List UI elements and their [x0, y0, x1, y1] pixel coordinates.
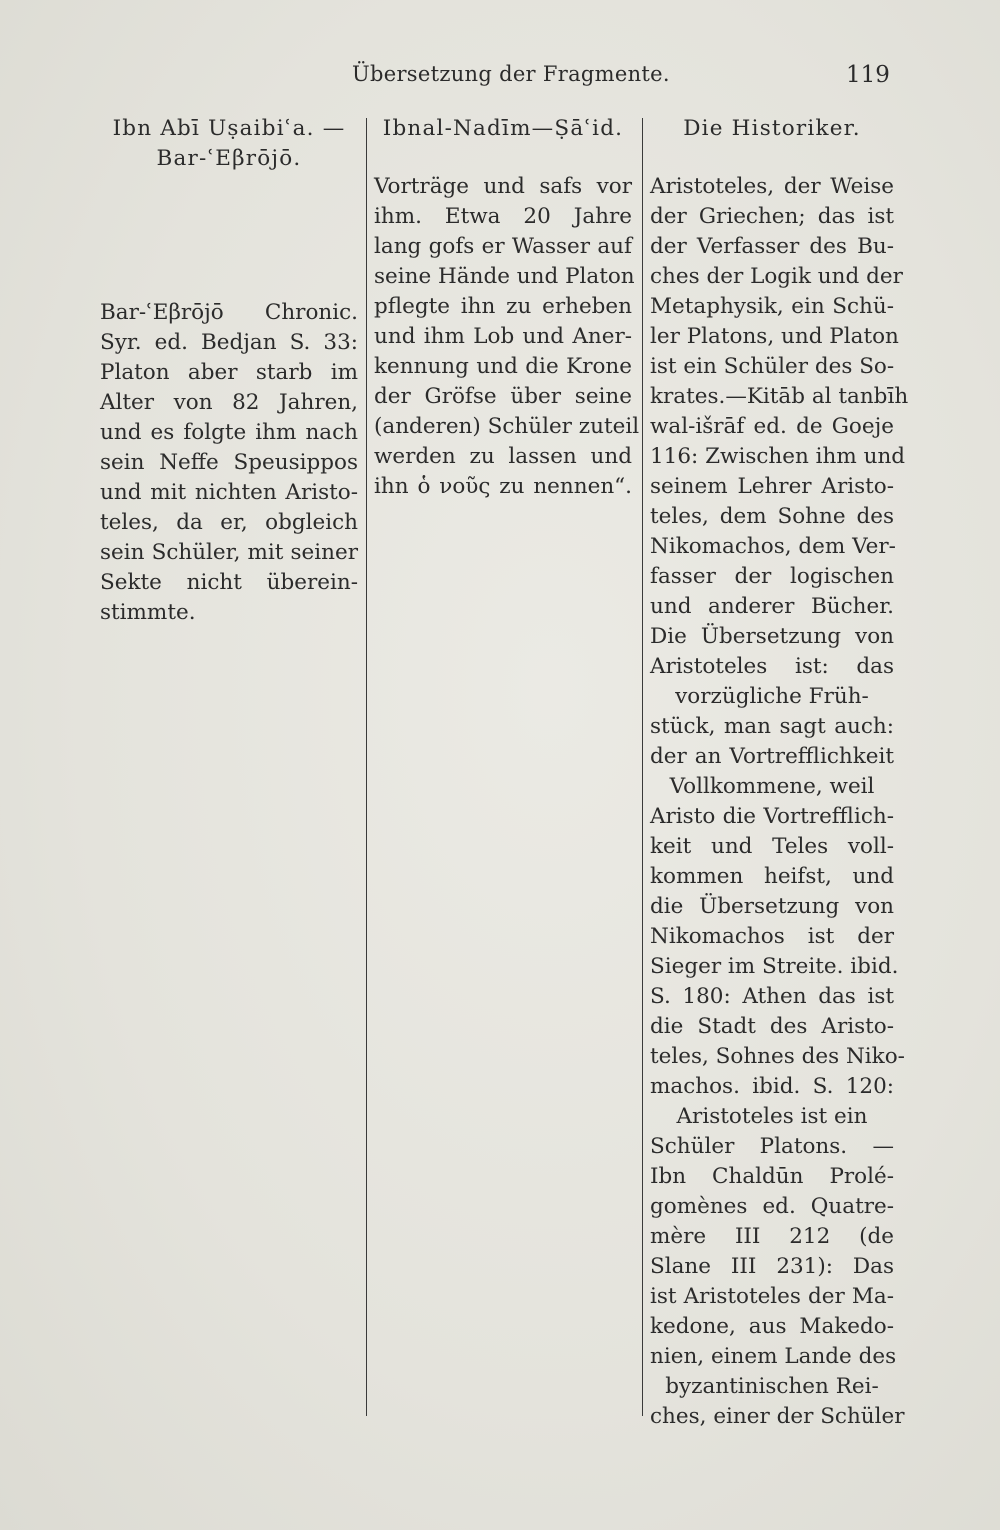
- text-line: stimmte.: [100, 600, 196, 625]
- text-line: machos. ibid. S. 120:: [650, 1074, 894, 1099]
- text-line: (anderen) Schüler zuteil: [374, 414, 640, 439]
- text-line: seine Hände und Platon: [374, 264, 635, 289]
- text-line: 116: Zwischen ihm und: [650, 444, 906, 469]
- text-line: mère III 212 (de: [650, 1224, 894, 1249]
- text-line: Sieger im Streite. ibid.: [650, 954, 899, 979]
- column-heading: [374, 114, 632, 144]
- text-line: die Übersetzung von: [650, 894, 894, 919]
- column-heading: [100, 114, 358, 174]
- text-line: Die Übersetzung von: [650, 624, 894, 649]
- text-line: Slane III 231): Das: [650, 1254, 894, 1279]
- text-line: der Verfasser des Bu-: [650, 234, 894, 259]
- text-line: vorzügliche Früh-: [675, 684, 869, 709]
- text-line: Syr. ed. Bedjan S. 33:: [100, 330, 358, 355]
- text-line: werden zu lassen und: [374, 444, 632, 469]
- text-line: Vollkommene, weil: [669, 774, 875, 799]
- text-line: Bar-ʿEβrōjō Chronic.: [100, 300, 358, 325]
- text-line: lang gofs er Wasser auf: [374, 234, 632, 259]
- text-line: teles, Sohnes des Niko-: [650, 1044, 905, 1069]
- text-line: Aristo die Vortrefflich-: [650, 804, 894, 829]
- column-text: [374, 172, 640, 502]
- text-line: Metaphysik, ein Schü-: [650, 294, 894, 319]
- text-line: ches der Logik und der: [650, 264, 903, 289]
- text-line: teles, da er, obgleich: [100, 510, 358, 535]
- column-heading-line: Bar-ʿEβrōjō.: [156, 146, 302, 171]
- text-line: byzantinischen Rei-: [665, 1374, 879, 1399]
- text-line: teles, dem Sohne des: [650, 504, 894, 529]
- text-line: Aristoteles ist ein: [676, 1104, 868, 1129]
- text-line: der Griechen; das ist: [650, 204, 894, 229]
- text-line: ihm. Etwa 20 Jahre: [374, 204, 632, 229]
- running-title: Übersetzung der Fragmente.: [352, 62, 670, 86]
- text-line: stück, man sagt auch:: [650, 714, 894, 739]
- text-line: und es folgte ihm nach: [100, 420, 358, 445]
- text-line: S. 180: Athen das ist: [650, 984, 894, 1009]
- column-heading-line: Ibnal-Nadīm—Ṣāʿid.: [382, 116, 624, 141]
- column-heading: [650, 114, 894, 144]
- text-line: die Stadt des Aristo-: [650, 1014, 894, 1039]
- text-line: sein Schüler, mit seiner: [100, 540, 358, 565]
- text-line: kedone, aus Makedo-: [650, 1314, 894, 1339]
- column-text: [650, 172, 909, 1432]
- text-line: ist Aristoteles der Ma-: [650, 1284, 894, 1309]
- text-line: nien, einem Lande des: [650, 1344, 897, 1369]
- page-number: 119: [846, 62, 890, 88]
- column-ibn-abi-usaibia: [100, 114, 358, 628]
- text-line: gomènes ed. Quatre-: [650, 1194, 894, 1219]
- text-line: der an Vortrefflichkeit: [650, 744, 894, 769]
- text-line: ches, einer der Schüler: [650, 1404, 905, 1429]
- text-line: und mit nichten Aristo-: [100, 480, 358, 505]
- text-line: wal-išrāf ed. de Goeje: [650, 414, 894, 439]
- text-line: Sekte nicht überein-: [100, 570, 358, 595]
- text-line: Alter von 82 Jahren,: [100, 390, 358, 415]
- running-header: [0, 62, 1000, 92]
- text-line: der Gröfse über seine: [374, 384, 632, 409]
- text-line: sein Neffe Speusippos: [100, 450, 358, 475]
- text-line: krates.—Kitāb al tanbīh: [650, 384, 909, 409]
- text-line: seinem Lehrer Aristo-: [650, 474, 894, 499]
- text-line: Nikomachos, dem Ver-: [650, 534, 896, 559]
- column-heading-line: Ibn Abī Uṣaibiʿa. —: [112, 116, 346, 141]
- text-line: und anderer Bücher.: [650, 594, 894, 619]
- text-line: Ibn Chaldūn Prolé-: [650, 1164, 894, 1189]
- text-line: ist ein Schüler des So-: [650, 354, 895, 379]
- text-line: pflegte ihn zu erheben: [374, 294, 632, 319]
- text-line: Aristoteles, der Weise: [650, 174, 894, 199]
- text-line: ler Platons, und Platon: [650, 324, 899, 349]
- column-historiker: [650, 114, 909, 1432]
- text-line: Nikomachos ist der: [650, 924, 894, 949]
- column-divider-left: [366, 118, 367, 1416]
- text-line: Aristoteles ist: das: [650, 654, 894, 679]
- text-line: fasser der logischen: [650, 564, 894, 589]
- text-line: kommen heifst, und: [650, 864, 894, 889]
- text-line: Vorträge und safs vor: [374, 174, 632, 199]
- column-heading-line: Die Historiker.: [683, 116, 861, 141]
- column-text: [100, 298, 358, 628]
- column-divider-right: [642, 118, 643, 1416]
- text-line: Schüler Platons. —: [650, 1134, 894, 1159]
- column-ibn-al-nadim: [374, 114, 640, 502]
- text-line: kennung und die Krone: [374, 354, 632, 379]
- text-line: keit und Teles voll-: [650, 834, 894, 859]
- text-line: Platon aber starb im: [100, 360, 358, 385]
- text-line: und ihm Lob und Aner-: [374, 324, 632, 349]
- text-line: ihn ὁ νοῦς zu nennen“.: [374, 474, 632, 499]
